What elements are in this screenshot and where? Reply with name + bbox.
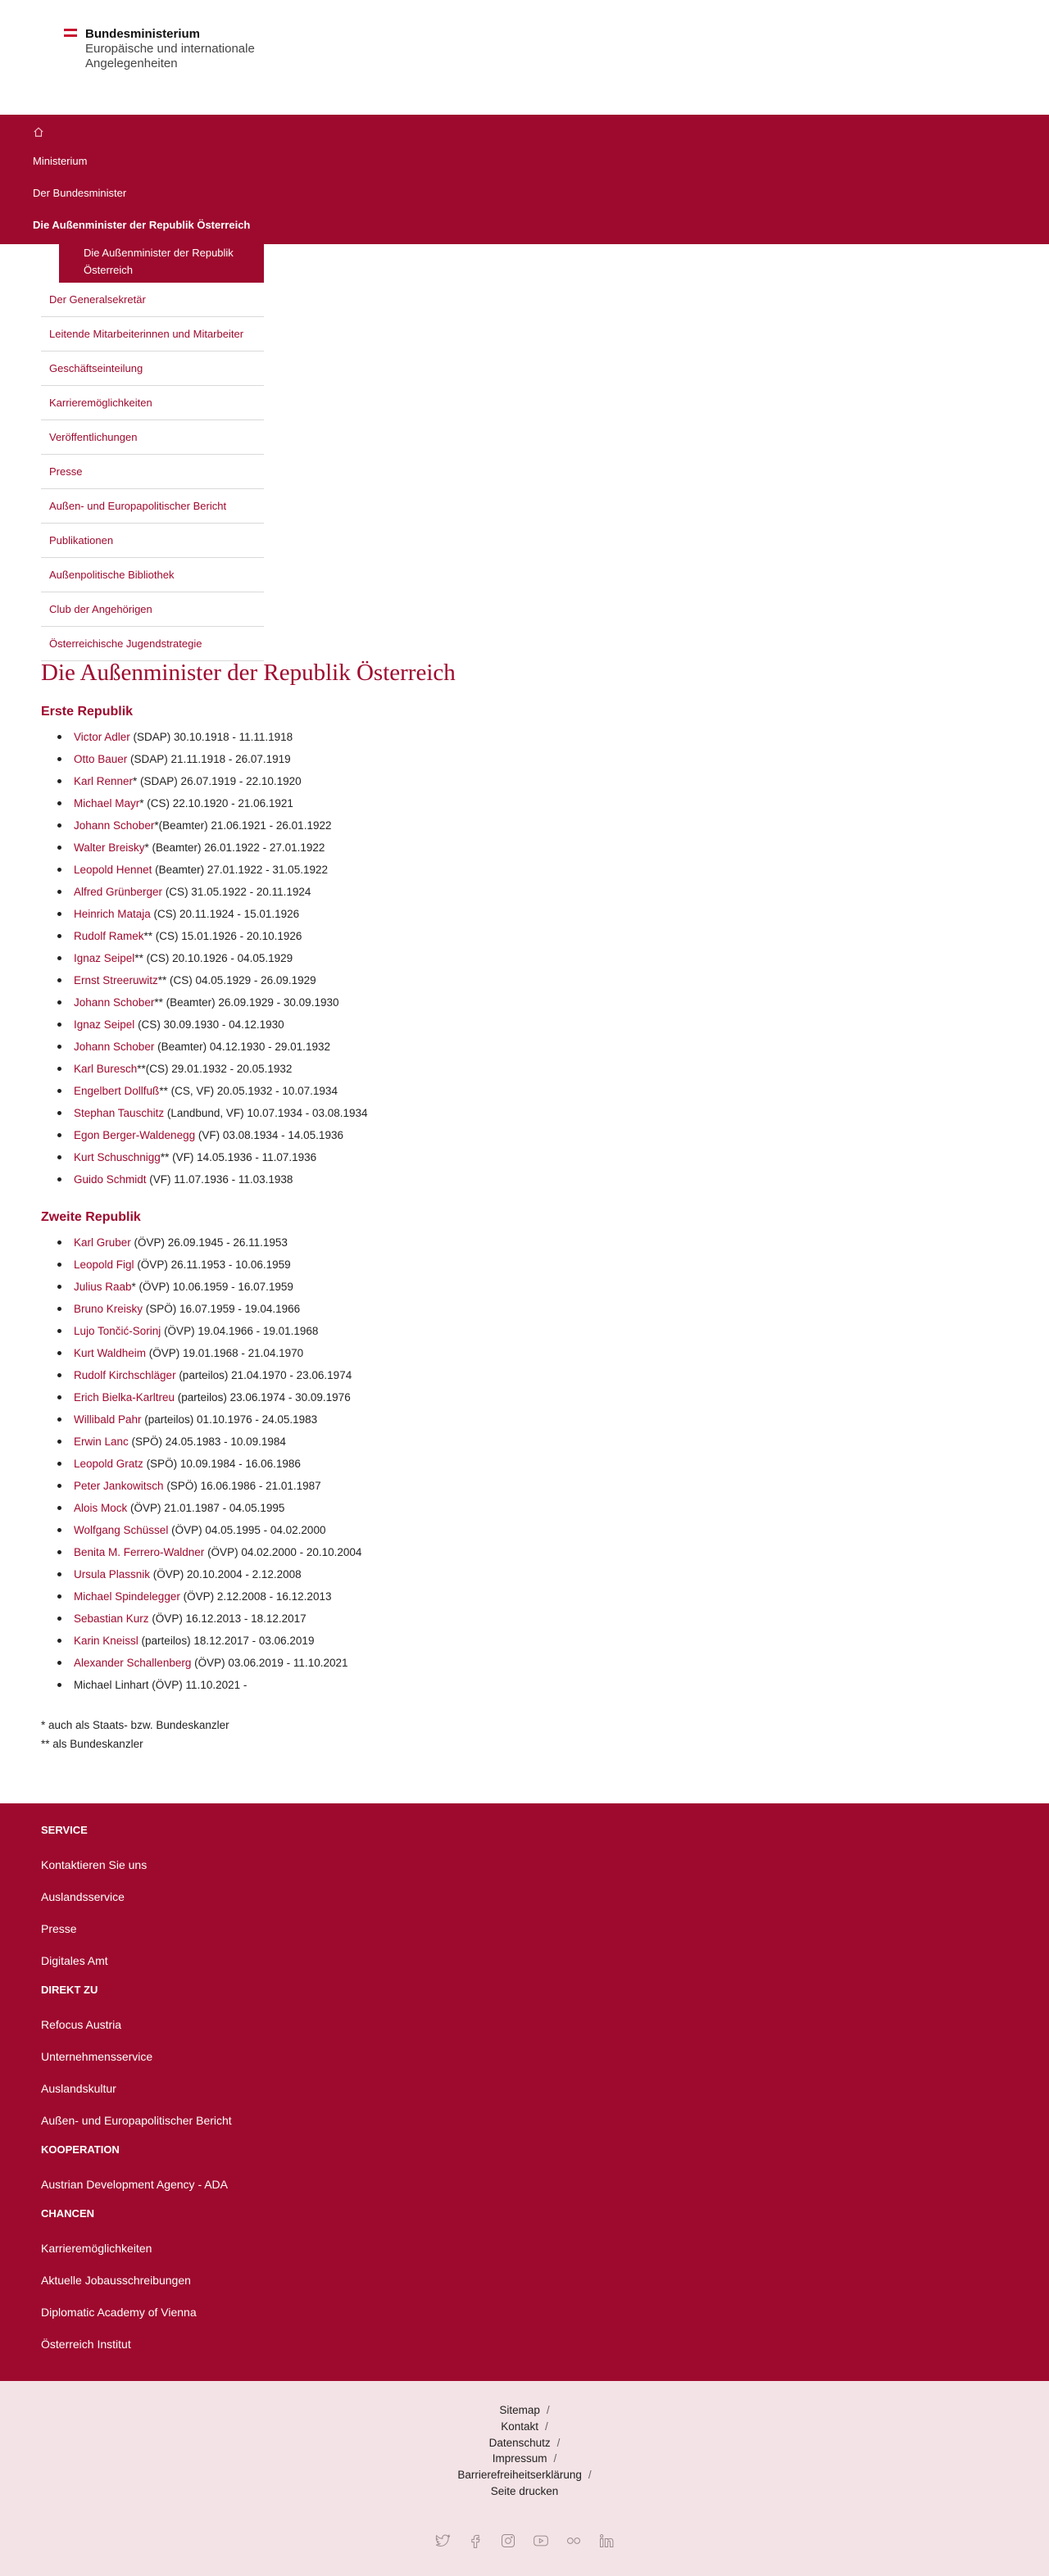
- minister-link-benita-m-ferrero-waldner[interactable]: Benita M. Ferrero-Waldner: [74, 1546, 205, 1558]
- subnav-item-presse[interactable]: Presse: [41, 455, 264, 489]
- minister-details: (ÖVP) 26.09.1945 - 26.11.1953: [130, 1236, 288, 1249]
- linkedin-icon[interactable]: [598, 2533, 615, 2549]
- logo-line-2: Europäische und internationale: [85, 42, 255, 56]
- social-icons: [0, 2533, 1049, 2549]
- footer-heading-service: SERVICE: [41, 1824, 88, 1836]
- subnav-item-club[interactable]: Club der Angehörigen: [41, 592, 264, 627]
- minister-link-walter-breisky[interactable]: Walter Breisky: [74, 841, 145, 854]
- list-item-current-minister: Michael Linhart (ÖVP) 11.10.2021 -: [57, 1674, 1008, 1696]
- section-title-zweite-republik: Zweite Republik: [41, 1210, 141, 1224]
- bottom-link-barrierefreiheitserklarung[interactable]: Barrierefreiheitserklärung: [457, 2469, 582, 2482]
- page-title: Die Außenminister der Republik Österreich: [41, 660, 456, 686]
- list-item: [57, 1431, 1008, 1453]
- minister-details: (ÖVP) 16.12.2013 - 18.12.2017: [148, 1612, 307, 1625]
- minister-details: **(CS) 29.01.1932 - 20.05.1932: [137, 1063, 293, 1075]
- list-item: [57, 1298, 1008, 1320]
- minister-link-engelbert-dollfuss[interactable]: Engelbert Dollfuß: [74, 1085, 160, 1097]
- subnav-item-karriere[interactable]: Karrieremöglichkeiten: [41, 386, 264, 420]
- minister-link-rudolf-kirchschlager[interactable]: Rudolf Kirchschläger: [74, 1369, 176, 1381]
- minister-details: (ÖVP) 20.10.2004 - 2.12.2008: [150, 1568, 302, 1581]
- list-item: [57, 1453, 1008, 1475]
- footer-link-diplomatic-academy-of-vienna[interactable]: Diplomatic Academy of Vienna: [41, 2306, 197, 2319]
- list-item: [57, 1102, 1008, 1124]
- bottom-link-kontakt[interactable]: Kontakt: [501, 2420, 538, 2433]
- subnav-item-generalsekretaer[interactable]: Der Generalsekretär: [41, 283, 264, 317]
- footer-link-unternehmensservice[interactable]: Unternehmensservice: [41, 2050, 153, 2063]
- list-item: [57, 1386, 1008, 1408]
- subnav-item-bibliothek[interactable]: Außenpolitische Bibliothek: [41, 558, 264, 592]
- footer-heading-direkt-zu: DIREKT ZU: [41, 1984, 98, 1996]
- minister-details: (ÖVP) 2.12.2008 - 16.12.2013: [179, 1590, 332, 1603]
- main-navigation: [0, 115, 1049, 244]
- minister-link-leopold-hennet[interactable]: Leopold Hennet: [74, 864, 152, 876]
- minister-details: (parteilos) 01.10.1976 - 24.05.1983: [141, 1413, 318, 1426]
- minister-link-rudolf-ramek[interactable]: Rudolf Ramek: [74, 930, 144, 942]
- minister-link-kurt-schuschnigg[interactable]: Kurt Schuschnigg: [74, 1151, 161, 1163]
- list-item: [57, 1036, 1008, 1058]
- bottom-link-impressum[interactable]: Impressum: [492, 2452, 547, 2465]
- minister-link-leopold-gratz[interactable]: Leopold Gratz: [74, 1458, 143, 1470]
- minister-details: (parteilos) 23.06.1974 - 30.09.1976: [175, 1391, 351, 1404]
- list-item: [57, 925, 1008, 947]
- minister-link-michael-mayr[interactable]: Michael Mayr: [74, 797, 140, 810]
- minister-details: (ÖVP) 26.11.1953 - 10.06.1959: [134, 1259, 291, 1271]
- minister-link-johann-schober[interactable]: Johann Schober: [74, 1041, 155, 1053]
- minister-link-ernst-streeruwitz[interactable]: Ernst Streeruwitz: [74, 974, 158, 986]
- minister-details: (ÖVP) 04.05.1995 - 04.02.2000: [168, 1524, 326, 1536]
- ministry-logo[interactable]: [64, 27, 255, 71]
- minister-details: ** (CS) 04.05.1929 - 26.09.1929: [157, 974, 316, 986]
- link-separator: /: [588, 2469, 592, 2482]
- subnav-item-leitende-mitarbeiter[interactable]: Leitende Mitarbeiterinnen und Mitarbeiter: [41, 317, 264, 351]
- subnav-item-jugendstrategie[interactable]: Österreichische Jugendstrategie: [41, 627, 264, 661]
- footer-link-auslandskultur[interactable]: Auslandskultur: [41, 2082, 116, 2095]
- footer-link-aktuelle-jobausschreibungen[interactable]: Aktuelle Jobausschreibungen: [41, 2274, 191, 2287]
- minister-link-stephan-tauschitz[interactable]: Stephan Tauschitz: [74, 1107, 165, 1119]
- main-content: [41, 660, 1008, 1753]
- footnotes: [41, 1716, 1008, 1753]
- minister-link-erwin-lanc[interactable]: Erwin Lanc: [74, 1435, 129, 1448]
- footer-link-refocus-austria[interactable]: Refocus Austria: [41, 2018, 122, 2031]
- section-title-erste-republik: Erste Republik: [41, 705, 134, 719]
- twitter-icon[interactable]: [434, 2533, 451, 2549]
- site-footer: [0, 1803, 1049, 2381]
- footer-link-presse[interactable]: Presse: [41, 1922, 77, 1935]
- bottom-bar: [0, 2381, 1049, 2576]
- minister-link-karin-kneissl[interactable]: Karin Kneissl: [74, 1635, 139, 1647]
- footnote-double-star: ** als Bundeskanzler: [41, 1738, 143, 1750]
- list-item: [57, 1168, 1008, 1190]
- subnav-item-veroeffentlichungen[interactable]: Veröffentlichungen: [41, 420, 264, 455]
- list-item: [57, 1519, 1008, 1541]
- minister-link-alexander-schallenberg[interactable]: Alexander Schallenberg: [74, 1657, 192, 1669]
- minister-details: (SPÖ) 24.05.1983 - 10.09.1984: [128, 1435, 286, 1448]
- list-item: [57, 1563, 1008, 1585]
- link-separator: /: [546, 2404, 550, 2416]
- minister-list-zweite-republik: [57, 1231, 1008, 1696]
- list-item: [57, 770, 1008, 792]
- minister-details: *(Beamter) 21.06.1921 - 26.01.1922: [154, 819, 332, 832]
- minister-link-willibald-pahr[interactable]: Willibald Pahr: [74, 1413, 142, 1426]
- minister-link-ursula-plassnik[interactable]: Ursula Plassnik: [74, 1568, 151, 1581]
- nav-item-bundesminister[interactable]: Der Bundesminister: [33, 187, 127, 199]
- minister-link-alfred-grunberger[interactable]: Alfred Grünberger: [74, 886, 163, 898]
- logo-line-1: Bundesministerium: [85, 27, 201, 41]
- minister-link-johann-schober[interactable]: Johann Schober: [74, 819, 155, 832]
- youtube-icon[interactable]: [533, 2533, 549, 2549]
- footer-link-karrieremoglichkeiten[interactable]: Karrieremöglichkeiten: [41, 2242, 152, 2255]
- minister-details: (VF) 03.08.1934 - 14.05.1936: [195, 1129, 343, 1141]
- minister-link-otto-bauer[interactable]: Otto Bauer: [74, 753, 128, 765]
- list-item: [57, 947, 1008, 969]
- minister-link-peter-jankowitsch[interactable]: Peter Jankowitsch: [74, 1480, 164, 1492]
- minister-link-alois-mock[interactable]: Alois Mock: [74, 1502, 128, 1514]
- link-separator: /: [553, 2452, 557, 2465]
- minister-details: (ÖVP) 19.01.1968 - 21.04.1970: [146, 1347, 304, 1359]
- list-item: [57, 726, 1008, 748]
- list-item: [57, 1014, 1008, 1036]
- bottom-links: [0, 2402, 1049, 2500]
- minister-link-lujo-toncic-sorinj[interactable]: Lujo Tončić-Sorinj: [74, 1325, 161, 1337]
- minister-link-bruno-kreisky[interactable]: Bruno Kreisky: [74, 1303, 143, 1315]
- list-item: [57, 1058, 1008, 1080]
- home-icon[interactable]: [33, 126, 44, 138]
- list-item: [57, 1276, 1008, 1298]
- sub-navigation: [41, 244, 264, 661]
- bottom-link-seite-drucken[interactable]: Seite drucken: [490, 2484, 559, 2497]
- list-item: [57, 1342, 1008, 1364]
- bottom-link-row: [0, 2435, 1049, 2451]
- minister-details: * (Beamter) 26.01.1922 - 27.01.1922: [144, 841, 325, 854]
- list-item: [57, 1408, 1008, 1431]
- minister-link-leopold-figl[interactable]: Leopold Figl: [74, 1259, 134, 1271]
- link-separator: /: [556, 2436, 561, 2449]
- list-item: [57, 1254, 1008, 1276]
- list-item: [57, 1231, 1008, 1254]
- minister-link-michael-spindelegger[interactable]: Michael Spindelegger: [74, 1590, 180, 1603]
- minister-details: (VF) 11.07.1936 - 11.03.1938: [146, 1173, 293, 1186]
- list-item: [57, 881, 1008, 903]
- minister-link-ignaz-seipel[interactable]: Ignaz Seipel: [74, 1018, 135, 1031]
- instagram-icon[interactable]: [500, 2533, 516, 2549]
- minister-link-guido-schmidt[interactable]: Guido Schmidt: [74, 1173, 147, 1186]
- minister-details: (SDAP) 30.10.1918 - 11.11.1918: [129, 731, 293, 743]
- bottom-link-datenschutz[interactable]: Datenschutz: [488, 2436, 551, 2449]
- list-item: [57, 837, 1008, 859]
- nav-item-aussenminister[interactable]: Die Außenminister der Republik Österreich: [33, 219, 251, 231]
- list-item: [57, 991, 1008, 1014]
- bottom-link-row: [0, 2451, 1049, 2467]
- list-item: [57, 1475, 1008, 1497]
- minister-details: (SPÖ) 10.09.1984 - 16.06.1986: [143, 1458, 301, 1470]
- minister-details: ** (CS, VF) 20.05.1932 - 10.07.1934: [159, 1085, 338, 1097]
- link-separator: /: [545, 2420, 548, 2433]
- minister-details: (ÖVP) 19.04.1966 - 19.01.1968: [161, 1325, 319, 1337]
- minister-details: (parteilos) 21.04.1970 - 23.06.1974: [175, 1369, 352, 1381]
- facebook-icon[interactable]: [467, 2533, 484, 2549]
- footer-link-austrian-development-agency-ada[interactable]: Austrian Development Agency - ADA: [41, 2178, 229, 2191]
- minister-link-heinrich-mataja[interactable]: Heinrich Mataja: [74, 908, 151, 920]
- footnote-single-star: * auch als Staats- bzw. Bundeskanzler: [41, 1719, 229, 1731]
- minister-details: * (ÖVP) 10.06.1959 - 16.07.1959: [131, 1281, 293, 1293]
- footer-link-aussen-und-europapolitischer-bericht[interactable]: Außen- und Europapolitischer Bericht: [41, 2114, 232, 2127]
- minister-details: (CS) 31.05.1922 - 20.11.1924: [162, 886, 311, 898]
- list-item: [57, 748, 1008, 770]
- minister-details: (Landbund, VF) 10.07.1934 - 03.08.1934: [164, 1107, 368, 1119]
- minister-link-victor-adler[interactable]: Victor Adler: [74, 731, 130, 743]
- list-item: [57, 1364, 1008, 1386]
- footer-link-auslandsservice[interactable]: Auslandsservice: [41, 1890, 125, 1903]
- site-header: [0, 0, 1049, 115]
- list-item: [57, 1652, 1008, 1674]
- minister-link-egon-berger-waldenegg[interactable]: Egon Berger-Waldenegg: [74, 1129, 196, 1141]
- minister-link-johann-schober[interactable]: Johann Schober: [74, 996, 155, 1009]
- subnav-current-item[interactable]: Die Außenminister der Republik Österreich: [59, 244, 264, 283]
- list-item: [57, 1541, 1008, 1563]
- list-item: [57, 1080, 1008, 1102]
- minister-details: ** (Beamter) 26.09.1929 - 30.09.1930: [154, 996, 339, 1009]
- subnav-item-bericht[interactable]: Außen- und Europapolitischer Bericht: [41, 489, 264, 524]
- flickr-icon[interactable]: [565, 2533, 582, 2549]
- bottom-link-row: [0, 2467, 1049, 2483]
- minister-details: (SPÖ) 16.07.1959 - 19.04.1966: [143, 1303, 301, 1315]
- list-item: [57, 859, 1008, 881]
- footer-link-kontaktieren-sie-uns[interactable]: Kontaktieren Sie uns: [41, 1858, 148, 1871]
- minister-details: (ÖVP) 04.02.2000 - 20.10.2004: [204, 1546, 362, 1558]
- minister-link-kurt-waldheim[interactable]: Kurt Waldheim: [74, 1347, 147, 1359]
- minister-details: (SPÖ) 16.06.1986 - 21.01.1987: [163, 1480, 321, 1492]
- bottom-link-row: [0, 2402, 1049, 2419]
- minister-link-sebastian-kurz[interactable]: Sebastian Kurz: [74, 1612, 149, 1625]
- minister-details: (CS) 30.09.1930 - 04.12.1930: [134, 1018, 284, 1031]
- minister-link-erich-bielka-karltreu[interactable]: Erich Bielka-Karltreu: [74, 1391, 175, 1404]
- minister-link-karl-gruber[interactable]: Karl Gruber: [74, 1236, 131, 1249]
- minister-details: (SDAP) 21.11.1918 - 26.07.1919: [127, 753, 291, 765]
- list-item: [57, 1608, 1008, 1630]
- list-item: [57, 1146, 1008, 1168]
- subnav-item-geschaeftseinteilung[interactable]: Geschäftseinteilung: [41, 351, 264, 386]
- minister-link-julius-raab[interactable]: Julius Raab: [74, 1281, 132, 1293]
- list-item: [57, 1630, 1008, 1652]
- bottom-link-sitemap[interactable]: Sitemap: [499, 2404, 540, 2416]
- minister-details: (CS) 20.11.1924 - 15.01.1926: [150, 908, 300, 920]
- minister-details: ** (CS) 20.10.1926 - 04.05.1929: [134, 952, 293, 964]
- minister-list-erste-republik: [57, 726, 1008, 1190]
- minister-link-wolfgang-schussel[interactable]: Wolfgang Schüssel: [74, 1524, 169, 1536]
- minister-link-ignaz-seipel[interactable]: Ignaz Seipel: [74, 952, 135, 964]
- minister-details: (Beamter) 04.12.1930 - 29.01.1932: [154, 1041, 330, 1053]
- minister-details: (parteilos) 18.12.2017 - 03.06.2019: [138, 1635, 315, 1647]
- list-item: [57, 1124, 1008, 1146]
- list-item: [57, 792, 1008, 814]
- footer-heading-kooperation: KOOPERATION: [41, 2143, 120, 2156]
- footer-heading-chancen: CHANCEN: [41, 2207, 94, 2220]
- bottom-link-row: [0, 2419, 1049, 2435]
- minister-details: ** (VF) 14.05.1936 - 11.07.1936: [160, 1151, 317, 1163]
- subnav-item-publikationen[interactable]: Publikationen: [41, 524, 264, 558]
- footer-link-osterreich-institut[interactable]: Österreich Institut: [41, 2338, 131, 2351]
- minister-details: (ÖVP) 03.06.2019 - 11.10.2021: [191, 1657, 348, 1669]
- minister-details: * (CS) 22.10.1920 - 21.06.1921: [139, 797, 293, 810]
- logo-line-3: Angelegenheiten: [85, 57, 178, 70]
- nav-item-ministerium[interactable]: Ministerium: [33, 155, 88, 167]
- minister-link-karl-renner[interactable]: Karl Renner: [74, 775, 134, 787]
- minister-link-karl-buresch[interactable]: Karl Buresch: [74, 1063, 138, 1075]
- list-item: [57, 903, 1008, 925]
- list-item: [57, 1320, 1008, 1342]
- minister-details: (ÖVP) 21.01.1987 - 04.05.1995: [127, 1502, 285, 1514]
- list-item: [57, 1585, 1008, 1608]
- bottom-link-row: [0, 2483, 1049, 2500]
- minister-details: * (SDAP) 26.07.1919 - 22.10.1920: [133, 775, 302, 787]
- austria-flag-icon: [64, 29, 77, 37]
- list-item: [57, 814, 1008, 837]
- minister-details: ** (CS) 15.01.1926 - 20.10.1926: [143, 930, 302, 942]
- list-item: [57, 1497, 1008, 1519]
- minister-details: (Beamter) 27.01.1922 - 31.05.1922: [152, 864, 328, 876]
- list-item: [57, 969, 1008, 991]
- footer-link-digitales-amt[interactable]: Digitales Amt: [41, 1954, 108, 1967]
